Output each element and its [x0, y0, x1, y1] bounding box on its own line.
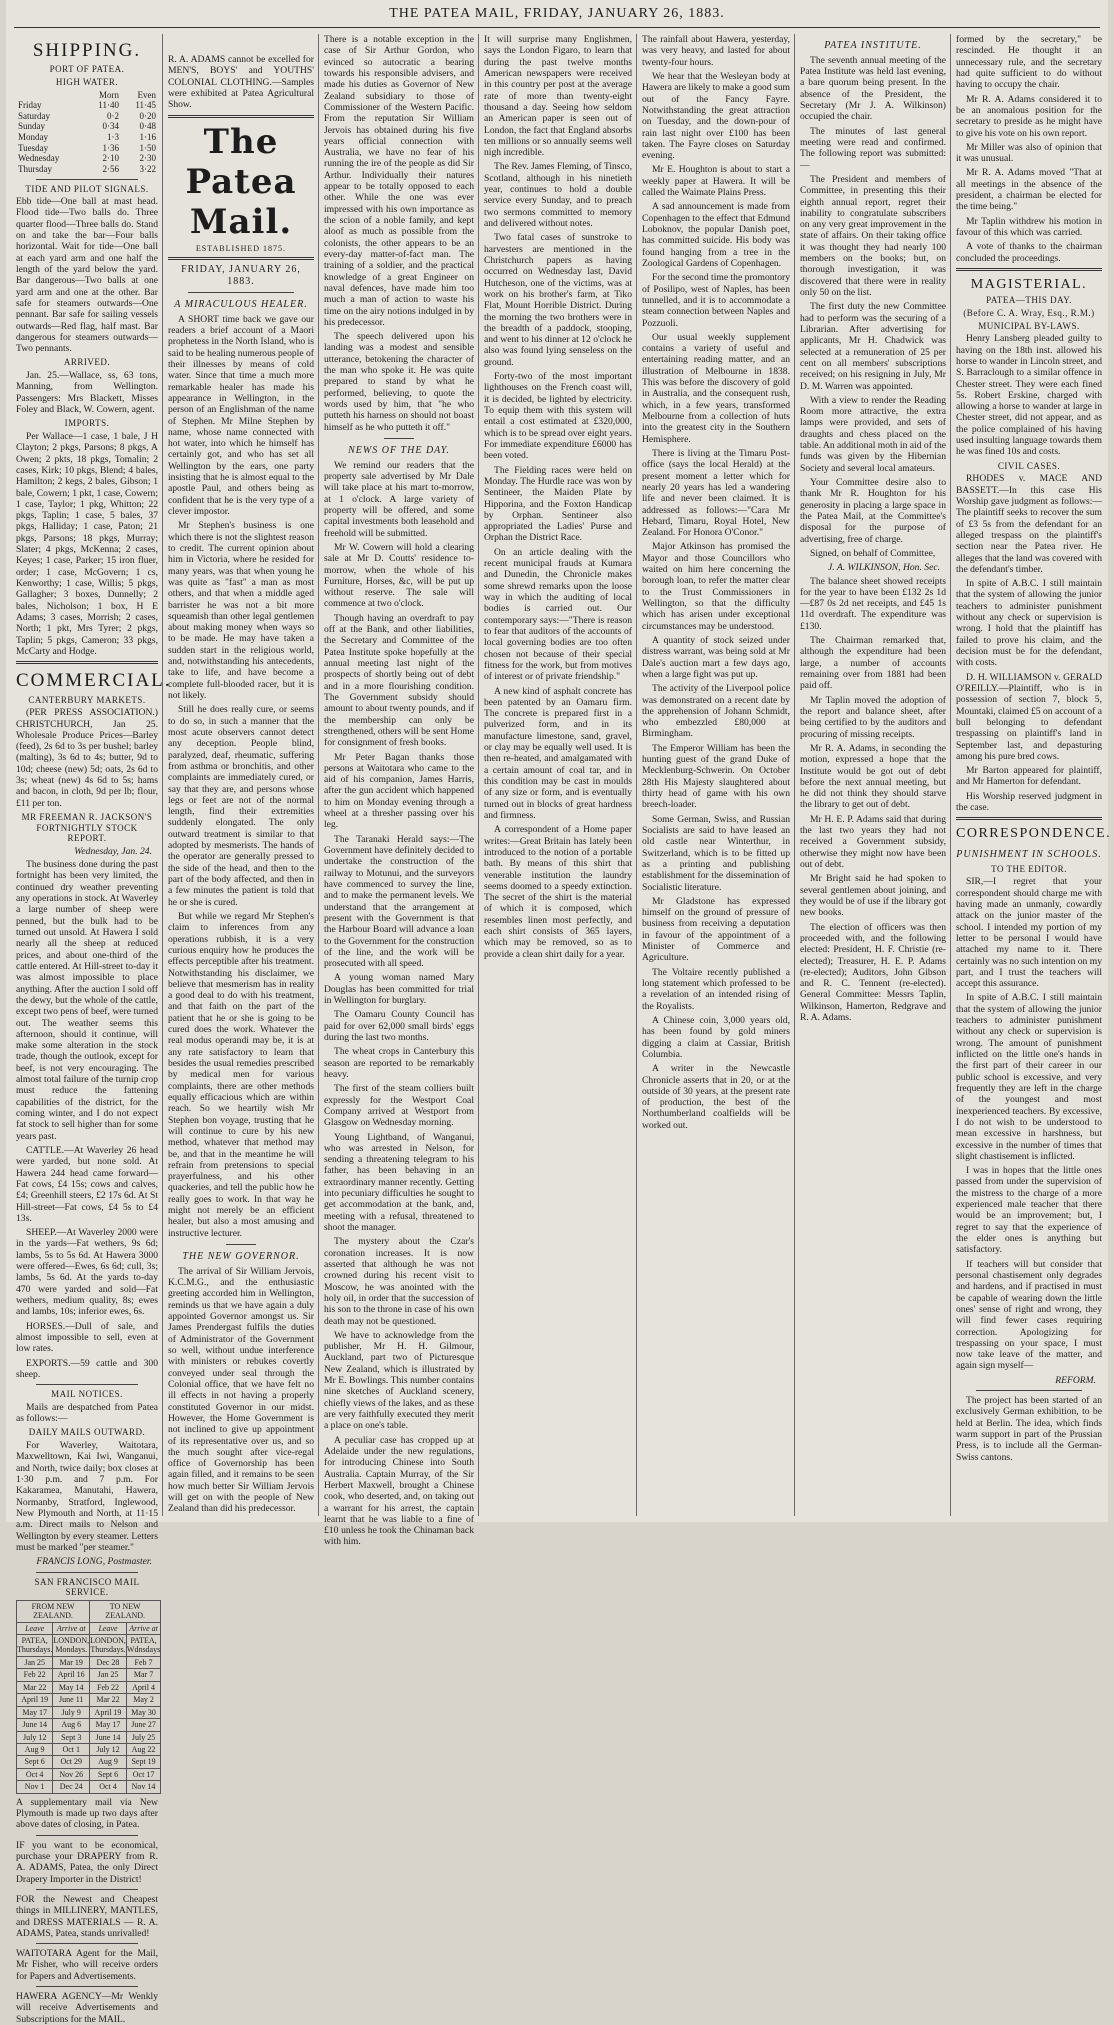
news-item: We remind our readers that the property sale advertised by Mr Dale will take place at his mart to-morrow, at 1 o'clock. A large variety of property will be offered, and some capital investments both leasehold and freehold will be submitted. — [324, 459, 474, 539]
divider — [16, 661, 158, 664]
healer-paragraph: But while we regard Mr Stephen's claim to inferences from any operations rubbish, it is a very curious enquiry how he produces the effects perceptible after his treatment. Notwithstanding his disclaimer, we believe that mesmerism has in reality a good deal to do with his treatment, and that faith on the part of the patient that he or she is going to be cured does the work. Whatever the real modus operandi may be, it is at any rate satisfactory to learn that besides the usual remedies prescribed by medical men for various complaints, there are other methods equally efficacious which are within reach. So we heartily wish Mr Stephen bon voyage, trusting that he will continue to cure by his new method, whatever that method may be, and that in the meantime he will refrain from pretensions to special prayerfulness, and his other quackeries, and tell the public how he really goes to work. In that way he might not merely be an efficient healer, but also a most amusing and instructive lecturer. — [168, 910, 314, 1239]
final-news-item: The project has been started of an exclusively German exhibition, to be held at Berlin. The idea, which finds warm support in part of the Prussian Press, is to include all the German-Swiss cantons. — [956, 1395, 1102, 1463]
sf-mail-cell: Nov 26 — [53, 1768, 90, 1780]
paper-title: The Patea Mail. — [185, 121, 297, 242]
sf-mail-cell: May 17 — [17, 1706, 53, 1718]
column-4 — [484, 34, 632, 1514]
sf-mail-cell: Jan 25 — [90, 1669, 127, 1681]
column-7 — [956, 34, 1112, 1514]
sf-col: LONDON, Thursdays. — [90, 1636, 126, 1655]
news-item: A young woman named Mary Douglas has been committed for trial in Wellington for burglary. — [324, 972, 474, 1007]
arrived-text: Jan. 25.—Wallace, ss, 63 tons, Manning, from Wellington. Passengers: Mrs Blackett, Misses Foley and Black, W. Cowern, agent. — [16, 370, 158, 416]
sf-mail-cell: Mar 19 — [53, 1656, 90, 1668]
imports-text: Per Wallace—1 case, 1 bale, J H Clayton; 2 pkgs, Parsons; 8 pkgs, A Owen; 2 pkts, 18 pkgs, Tomalin; 2 cases, Kirk; 10 pkgs, Blend; 4 bales, Hamilton; 2 kegs, 2 bales, Gibson; 1 bale, Cowern; 1 pkt, 1 case, Cowern; 1 case, Taylor; 1 pkg, Whitton; 22 pkgs, Taplin; 1 case, 5 bales, 37 pkgs, Halliday; 1 case, Paton; 21 pkgs, Parsons; 18 pkgs, Murray; Slater; 4 pkgs, McKenna; 2 cases, Keyes; 1 case, Parker; 15 iron fluer, order; 1 case, McGovern; 1 cs, Kenworthy; 1 case, Willis; 5 pkgs, Gallagher; 3 boxes, Dunnelly; 2 bales, Nicholson; 1 box, H E Adams; 3 cases, Morrish; 2 cases, North; 1 pkt, Mrs Tyrer; 2 pkgs, Taplin; 5 pkgs, Cameron; 33 pkgs, McCarty and Hodge. — [16, 430, 159, 657]
news-item: The mystery about the Czar's coronation increases. It is now asserted that although he was not crowned during his recent visit to Moscow, he was anointed with the holy oil, in order that the succession of his son to the throne in case of his own death may not be questioned. — [324, 1236, 474, 1327]
sf-mail-colnames — [17, 1635, 161, 1657]
column-rule — [636, 34, 637, 1516]
tide-header-row — [16, 90, 158, 101]
sf-mail-row — [17, 1706, 161, 1718]
sf-mail-cell: May 17 — [90, 1719, 127, 1731]
sf-mail-cell: Sept 6 — [90, 1768, 127, 1780]
civil-cases-heading: CIVIL CASES. — [997, 460, 1061, 471]
news-item: A peculiar case has cropped up at Adelaide under the new regulations, for introducing Chinese into South Australia. Captain Murray, of the Sir Herbert Maxwell, brought a Chinese cook, who deserted, and, on taking out a warrant for his arrest, the captain learnt that he was liable to a fine of £10 unless he took the Chinaman back with him. — [324, 1434, 474, 1548]
sf-mail-cell: Nov 1 — [17, 1781, 53, 1793]
tide-day: Monday — [18, 132, 48, 143]
news-item: On an article dealing with the recent municipal frauds at Kumara and Dunedin, the Chronicle makes some shrewd remarks upon the loose way in which the auditing of local bodies is carried out. Our contemporary says:—"There is reason to fear that auditors of the accounts of local governing bodies are too often chosen not because of their special fitness for the work, but from motives of interest or of private friendship." — [484, 546, 632, 683]
sf-mail-row — [17, 1756, 161, 1768]
tide-morn: 1·36 — [102, 142, 119, 153]
institute-paragraph: The minutes of last general meeting were read and confirmed. The following report was submitted:— — [800, 125, 946, 171]
stock-report-heading: MR FREEMAN R. JACKSON'S FORTNIGHTLY STOCK REPORT. — [21, 812, 153, 844]
sf-mail-cell: Mar 22 — [90, 1694, 127, 1706]
masthead-rule — [14, 27, 1100, 28]
divider — [956, 817, 1102, 820]
sf-mail-cell: Sept 3 — [53, 1731, 90, 1743]
news-item: Mr E. Houghton is about to start a weekly paper at Hawera. It will be called the Waimate Plains Press. — [642, 164, 790, 199]
news-item: We have to acknowledge from the publisher, Mr H. H. Gilmour, Auckland, part two of Picturesque New Zealand, which is illustrated by Mr E. Bowlings. This number contains nine sketches of Auckland scenery, chiefly views of the lakes, and as these are very faithfully executed they merit a place on one's table. — [324, 1329, 474, 1432]
tide-even: 1·16 — [139, 132, 156, 143]
tide-row — [16, 121, 158, 132]
sf-mail-cell: Oct 17 — [126, 1768, 160, 1780]
newspaper-page — [6, 0, 1112, 2025]
news-item: We hear that the Wesleyan body at Hawera are likely to make a good sum out of the Fancy Fayre. Notwithstanding the great attraction on Tuesday, and the down-pour of rain last night over £100 has been taken. The Fayre closes on Saturday evening. — [642, 70, 790, 162]
column-3 — [324, 34, 474, 1548]
tide-even: 3·22 — [139, 163, 156, 174]
canterbury-text: (PER PRESS ASSOCIATION.) CHRISTCHURCH, Jan 25. Wholesale Produce Prices—Barley (feed), 2s 6d to 3s per bushel; barley (malting), 3s 6d to 4s; butter, 9d to 10d; cheese (new) 5d; oats, 2s 6d to 3s; wheat (new) 4s 6d to 5s; hams and bacon, in cloth, 9d per lb; flour, £11 per ton. — [16, 707, 158, 809]
column-rule — [162, 34, 163, 1516]
correspondence-heading: CORRESPONDENCE. — [956, 826, 1112, 842]
governor-paragraph: The arrival of Sir William Jervois, K.C.M.G., and the enthusiastic greeting accorded him in Wellington, reminds us that we have again a duly appointed Governor amongst us. Sir James Prendergast fulfils the duties of Administrator of the Government so well, without undue interference with ministers or rebukes covertly conveyed under seal through the Colonial office, that we have felt no ill effects in not having a properly constituted Governor in our midst. However, the Home Government is not inclined to give up appointment of its representative over us, and so the much sought after vice-regal office of Governorship has been again filled, and it remains to be seen how much better Sir William Jervois will get on with the people of New Zealand than did his predecessor. — [168, 1265, 314, 1515]
sf-mail-cell: Aug 9 — [17, 1743, 53, 1755]
magisterial-paragraph: Henry Lansberg pleaded guilty to having on the 18th inst. allowed his horse to wander in Lincoln street, and S. Barraclough to a similar offence in Chester street. They were each fined 5s. Robert Erskine, charged with allowing a horse to wander at large in Chester street, did not appear, and as the police complained of his having used insulting language towards them he was fined 10s and costs. — [956, 333, 1102, 458]
news-item: The activity of the Liverpool police was demonstrated on a recent date by the apprehension of Johann Schmidt, who embezzled £80,000 at Birmingham. — [642, 683, 790, 740]
news-item: The Rev. James Fleming, of Tinsco, Scotland, although in his ninetieth year, continues to hold a double service every Sunday, and to preach two sermons committed to memory and delivered without notes. — [484, 161, 632, 229]
issue-date: FRIDAY, JANUARY 26, 1883. — [181, 264, 301, 288]
sf-mail-cell: June 11 — [53, 1694, 90, 1706]
tide-morn: 2·10 — [102, 153, 119, 164]
stock-report-date: Wednesday, Jan. 24. — [74, 845, 152, 857]
news-item: Major Atkinson has promised the Mayor and those Councillors who waited on him here concerning the borough loan, to refer the matter clear to the Trust Commissioners in Wellington, so that the difficulty which has arisen under exceptional circumstances may be understood. — [642, 541, 790, 632]
news-item: The rainfall about Hawera, yesterday, was very heavy, and lasted for about twenty-four hours. — [642, 34, 790, 68]
port-heading: PORT OF PATEA. — [49, 64, 125, 75]
sf-mail-cell: April 19 — [90, 1706, 127, 1718]
sf-mail-cell: Mar 7 — [126, 1669, 160, 1681]
magisterial-heading: MAGISTERIAL. — [970, 276, 1088, 292]
column-rule — [950, 34, 951, 1516]
divider — [36, 1572, 138, 1573]
institute-paragraph: With a view to render the Reading Room more attractive, the extra lamps were provided, and sets of draughts and chess placed on the table. An additional moth in aid of the funds was given by the Hibernian Society and several local amateurs. — [800, 394, 947, 474]
sf-mail-cell: Nov 14 — [126, 1781, 160, 1793]
secretary-signature: J. A. WILKINSON, Hon. Sec. — [827, 562, 940, 574]
sf-mail-header — [17, 1600, 161, 1622]
news-item: The Fielding races were held on Monday. The Hurdle race was won by Sentineer, the Maiden Plate by Hipporina, and the Foxton Handicap by Orphan. Sentineer also appropriated the Ladies' Purse and Orphan the District Race. — [484, 464, 632, 544]
sf-mail-cell: July 12 — [90, 1743, 127, 1755]
healer-paragraph: Mr Stephen's business is one which there is not the slightest reason to credit. The current opinion about him in Victoria, where he resided for many years, was that when young he was quite as "fast" a man as most others, and that when a middle aged barrister he was not a bit more squeamish than other legal gentlemen about making money when ways so to be made. He may have taken a sudden start in the religious world, and, notwithstanding his antecedents, take to life, and have become a complete full-blooded racer, but it is not likely. — [168, 520, 314, 702]
column-1 — [16, 34, 172, 2025]
column-rule — [478, 34, 479, 1516]
news-item: A Chinese coin, 3,000 years old, has been found by gold miners digging a claim at Cassiar, British Columbia. — [642, 1014, 790, 1060]
sf-mail-rows — [17, 1656, 161, 1793]
sf-mail-cell: April 19 — [17, 1694, 53, 1706]
tide-row — [16, 164, 158, 175]
divider — [36, 1943, 138, 1944]
signals-heading: TIDE AND PILOT SIGNALS. — [25, 183, 149, 194]
sf-mail-cell: Feb 7 — [126, 1656, 160, 1668]
institute-continued: Mr Taplin withdrew his motion in favour of this which was carried. — [956, 215, 1102, 238]
tide-even: 11·45 — [135, 100, 156, 111]
tide-morn: 0·34 — [102, 121, 119, 132]
tide-row — [16, 111, 158, 122]
sf-mail-cell: Sept 19 — [126, 1756, 160, 1768]
commercial-heading: COMMERCIAL. — [16, 670, 172, 692]
tide-header-even: Even — [137, 89, 156, 100]
divider — [36, 179, 138, 180]
tide-even: 0·48 — [139, 121, 156, 132]
institute-continued: Mr Miller was also of opinion that it was unusual. — [956, 141, 1102, 165]
tide-table — [16, 90, 158, 175]
institute-paragraph: The first duty the new Committee had to perform was the securing of a Librarian. After advertising for applicants, Mr H. Chadwick was selected at a remuneration of 25 per cent on all members' subscriptions received; on his resigning in July, Mr D. M. Warren was appointed. — [800, 301, 946, 392]
institute-paragraph: Mr Bright said he had spoken to several gentlemen about joining, and they would be of use if the library got new books. — [800, 873, 946, 919]
institute-paragraph: The election of officers was then proceeded with, and the following elected: President, H. F. Christie (re-elected); Treasurer, H. E. P. Adams (re-elected); Auditors, John Gibson and R. C. Tennent (re-elected). General Committee: Messrs Taplin, Wilkinson, Hamerton, Redgrave and R. A. Adams. — [800, 921, 946, 1024]
sf-mail-subheader — [17, 1622, 161, 1634]
governor-continued: There is a notable exception in the case of Sir Arthur Gordon, who evinced so autocratic a bearing towards his responsible advisers, and made his duties as Governor of New Zealand subsidiary to those of Commissioner of the Western Pacific. From the reputation Sir William Jervois has obtained during his five years official connection with Australia, we have no fear of his running the ire of the people as did Sir Arthur. Individually their natures appear to be totally opposed to each other. While the one was ever impressed with his own importance as the scion of a noble family, and kept aloof as much as possible from the colonists, the other appears to be an every-day matter-of-fact man. The training of a soldier, and the practical knowledge of a great Engineer on naval defences, have made him too much a man of action to waste his time on the airy notions indulged in by his predecessor. — [324, 34, 474, 328]
letter-paragraph: In spite of A.B.C. I still maintain that the system of allowing the junior teachers to administer punishment without any check or supervision is wrong. The amount of punishment inflicted on the little one's hands in the first part of their career in our public school is excessive, and very frequently they are left in the charge of the youngest and most inexperienced teachers. By excessive, I do not wish to be understood to mean excessive in harshness, but excessive in the number of times that slight chastisement is inflicted. — [956, 992, 1102, 1162]
news-heading: NEWS OF THE DAY. — [348, 444, 450, 456]
cattle-text: CATTLE.—At Waverley 26 head were yarded, but none sold. At Hawera 244 head came forward—Fat cows, £4 15s; cows and calves, £4; Greenhill steers, £2 17s 6d. At St Hill-street—Fat cows, £4 5s to £4 13s. — [16, 1144, 158, 1224]
news-item: Two fatal cases of sunstroke to harvesters are mentioned in the Christchurch papers as having occurred on Wednesday last, David Hutcheson, one of the victims, was at work on his brother's farm, at Tiko Flat, Mount Horrible District. During the morning the two brothers were in the breadth of a paddock, stooping, and went to his dinner at 12 o'clock he also was found lying senseless on the ground. — [484, 232, 632, 368]
institute-paragraph: Mr H. E. P. Adams said that during the last two years they had not received a Government subsidy, otherwise they might now have been out of debt. — [800, 813, 946, 871]
letter-signoff: REFORM. — [1055, 1374, 1096, 1386]
divider — [384, 438, 414, 439]
news-item: Though having an overdraft to pay off at the Bank, and other liabilities, the Secretary and Committee of the Patea Institute spoke hopefully at the annual meeting last night of the prospects of shortly being out of debt and in a more flourishing condition. The Government subsidy should amount to about twenty pounds, and if the membership can only be strengthened, others will be sent Home for consignment of fresh books. — [324, 612, 474, 749]
sf-mail-cell: Aug 6 — [53, 1719, 90, 1731]
daily-mails-heading: DAILY MAILS OUTWARD. — [28, 1427, 146, 1438]
sf-mail-cell: April 16 — [53, 1669, 90, 1681]
sf-mail-cell: Aug 22 — [126, 1743, 160, 1755]
mail-notices-heading: MAIL NOTICES. — [51, 1389, 123, 1400]
sf-sub: Arrive at — [126, 1622, 160, 1634]
column-5 — [642, 34, 790, 1514]
news-item: Young Lightband, of Wanganui, who was arrested in Nelson, for sending a threatening telegram to his father, has been behaving in an extraordinary manner recently. Getting into pecuniary difficulties he sought to get accommodation at the bank, and, meeting with a refusal, threatened to shoot the manager. — [324, 1131, 474, 1234]
news-item: The Emperor William has been the hunting guest of the grand Duke of Mecklenburg-Schwerin. On October 28th His Majesty slaughtered about thirty head of game with his own breech-loader. — [642, 742, 790, 811]
sf-mail-row — [17, 1694, 161, 1706]
healer-paragraph: Still he does really cure, or seems to do so, in such a manner that the most acute observers cannot detect any deception. People blind, paralyzed, deaf, rheumatic, suffering from asthma or bronchitis, and other complaints are immediately cured, or say that they are, and persons whose legs or feet are not of the normal length, find their extremities suddenly elongated. The only outward treatment is similar to that adopted by mesmerists. The hands of the operator are generally pressed to the side of the head, and then to the part of the body affected, and then in a few minutes the patient is told that he or she is cured. — [168, 704, 314, 908]
sf-mail-row — [17, 1681, 161, 1693]
tide-day: Tuesday — [18, 142, 49, 153]
divider — [36, 1889, 138, 1890]
institute-continued: Mr R. A. Adams moved "That at all meetings in the absence of the president, a chairman be elected for the time being." — [956, 167, 1102, 213]
institute-heading: PATEA INSTITUTE. — [824, 40, 922, 51]
divider — [168, 115, 314, 118]
sf-mail-cell: Feb 22 — [17, 1669, 53, 1681]
sf-mail-row — [17, 1731, 161, 1743]
sf-mail-cell: Dec 28 — [90, 1656, 127, 1668]
divider — [226, 1244, 255, 1245]
divider — [976, 1390, 1082, 1391]
news-item: There is living at the Timaru Post-office (says the local Herald) at the present moment a letter which for nearly 20 years has led a wandering life and never been claimed. It is addressed as follows:—"Cara Mr Hebard, Timaru, Royal Hotel, New Zealand. For Honora O'Conor." — [642, 447, 790, 539]
news-item: The first of the steam colliers built expressly for the Westport Coal Company arrived at Westport from Glasgow on Wednesday morning. — [324, 1083, 474, 1129]
sf-mail-row — [17, 1669, 161, 1681]
stock-report-text: The business done during the past fortnight has been very limited, the continued dry weather preventing any operations in stock. At Waverley a large number of sheep were penned, but the bulk had to be turned out unsold. At Hawera I sold nearly all the sheep at reduced prices, and about one-third of the cattle entered. At Hill-street to-day it was almost impossible to place anything. After the auction I sold off the dewy, but the whole of the cattle, except two pens of beef, were turned out. The weather seems this afternoon, should it continue, will make some alteration in the stock trade, though the outlook, except for beef, is not very encouraging. The almost total failure of the turnip crop must reduce the fattening capabilities of the district, for the coming winter, and I do not expect fat stock to sell higher than for some years past. — [16, 859, 158, 1142]
divider — [956, 268, 1102, 271]
sheep-text: SHEEP.—At Waverley 2000 were in the yards—Fat wethers, 9s 6d; lambs, 5s to 5s 6d. At Hawera 3000 were offered—Ewes, 6s 6d; cull, 3s; lambs, 5s 6d. At the yards to-day 470 were yarded and sold—Fat wethers, medium quality, 8s; ewes and lambs, 10s; inferior ewes, 6s. — [16, 1227, 158, 1318]
news-item: Some German, Swiss, and Russian Socialists are said to have leased an old castle near Winterthur, in Switzerland, which is to be fitted up as a printing and publishing establishment for the dissemination of Socialistic literature. — [642, 813, 790, 893]
postmaster-signature: FRANCIS LONG, Postmaster. — [36, 1556, 152, 1568]
sf-col: LONDON, Mondays. — [53, 1636, 90, 1655]
sf-mail-row — [17, 1719, 161, 1731]
sf-sub: Arrive at — [53, 1622, 90, 1634]
sf-mail-cell: June 14 — [90, 1731, 127, 1743]
sf-mail-cell: Sept 6 — [17, 1756, 53, 1768]
institute-continued: formed by the secretary," be rescinded. He thought it an unnecessary rule, and the secretary had quite sufficient to do without having to occupy the chair. — [956, 34, 1102, 91]
tide-morn: 11·40 — [98, 100, 119, 111]
news-item: Mr W. Cowern will hold a clearing sale at Mr D. Coutts' residence to-morrow, when the whole of his Furniture, Horses, &c, will be put up without reserve. The sale will commence at two o'clock. — [324, 541, 474, 610]
sf-mail-cell: June 14 — [17, 1719, 53, 1731]
daily-mails-text: For Waverley, Waitotara, Maxwelltown, Kai Iwi, Wanganui, and North, twice daily; box closes at 1·30 p.m. and 7 p.m. For Kakaramea, Manutahi, Hawera, Normanby, Stratford, Inglewood, New Plymouth and North, at 11·15 a.m. Direct mails to Nelson and Wellington by every steamer. Letters must be marked "per steamer." — [16, 1440, 158, 1553]
adams-clothing-advert: R. A. ADAMS cannot be excelled for MEN'S, BOYS' and YOUTHS' COLONIAL CLOTHING.—Samples were exhibited at Patea Agricultural Show. — [168, 54, 314, 111]
established-line: ESTABLISHED 1875. — [195, 243, 287, 253]
supplementary-mail-text: A supplementary mail via New Plymouth is made up two days after above dates of closing, in Patea. — [16, 1796, 158, 1831]
civil-paragraph: RHODES v. MACE AND BASSETT.—In this case His Worship gave judgment as follows:—The plaintiff seeks to recover the sum of £3 5s from the defendant for an alleged trespass on the plaintiff's section near the Patea river. He alleges that the land was covered with the defendant's timber. — [956, 473, 1102, 575]
tide-day: Saturday — [18, 110, 50, 121]
tide-row — [16, 143, 158, 154]
news-item: A new kind of asphalt concrete has been patented by an Oamaru firm. The concrete is prepared first in a pulverized form, and in its manufacture limestone, sand, gravel, or clay may be equally well used. It is then re-heated, and amalgamated with a certain amount of coal tar, and in this condition may be cast in moulds of any size or form, and is eventually turned out in blocks of great hardness and firmness. — [484, 685, 632, 821]
sf-col: PATEA, Wdnsdays — [126, 1636, 161, 1655]
sf-mail-cell: June 27 — [126, 1719, 160, 1731]
sf-mail-cell: Feb 22 — [90, 1681, 127, 1693]
sf-mail-table — [16, 1600, 161, 1794]
sf-mail-cell: May 30 — [126, 1706, 160, 1718]
tide-row — [16, 153, 158, 164]
patea-this-day: PATEA—THIS DAY. — [986, 295, 1072, 306]
sf-mail-cell: Dec 24 — [53, 1781, 90, 1793]
sf-mail-cell: July 9 — [53, 1706, 90, 1718]
committee-signed-line: Signed, on behalf of Committee, — [810, 547, 936, 559]
sf-mail-cell: May 2 — [126, 1694, 160, 1706]
governor-heading: THE NEW GOVERNOR. — [182, 1251, 300, 1263]
tide-day: Wednesday — [18, 153, 60, 164]
sf-mail-cell: Oct 4 — [90, 1781, 127, 1793]
tide-morn: 2·56 — [102, 163, 119, 174]
news-item: The Voltaire recently published a long statement which professed to be a revelation of an intended rising of the Royalists. — [642, 966, 790, 1012]
municipal-bylaws-heading: MUNICIPAL BY-LAWS. — [978, 320, 1080, 331]
news-item: It will surprise many Englishmen, says the London Figaro, to learn that during the past twelve months American newspapers were received in this country per post at the average rate of more than twenty-eight thousand a day. Seeing how seldom an American paper is seen out of London, the fact that England absorbs ten millions or so annually seems well nigh incredible. — [484, 34, 632, 159]
tide-even: 1·50 — [139, 142, 156, 153]
punishment-heading: PUNISHMENT IN SCHOOLS. — [956, 848, 1102, 860]
shipping-heading: SHIPPING. — [32, 40, 142, 61]
tide-header-morn: Morn — [98, 89, 119, 100]
tide-row — [16, 132, 158, 143]
news-item: Our usual weekly supplement contains a variety of useful and entertaining reading matter, and an illustration of Melbourne in 1838. This was before the discovery of gold in Australia, and the consequent rush, which, in a few years, transformed Melbourne from a collection of huts into the greatest city in the Southern Hemisphere. — [642, 331, 790, 445]
high-water-heading: HIGH WATER. — [55, 77, 119, 88]
news-item: For the second time the promontory of Posilipo, west of Naples, has been tunnelled, and it is to accommodate a steam connection between Naples and Pozzuoli. — [642, 272, 790, 329]
sf-mail-cell: Oct 1 — [53, 1743, 90, 1755]
news-item: The wheat crops in Canterbury this season are reported to be remarkably heavy. — [324, 1046, 474, 1080]
arrived-heading: ARRIVED. — [63, 357, 111, 368]
healer-paragraph: A SHORT time back we gave our readers a brief account of a Maori prophetess in the North Island, who is said to be healing numerous people of their illnesses by means of cold water. Since that time a much more remarkable healer has made his appearance in Wellington, in the person of an Englishman of the name of Stephen. Mr Milne Stephen by name, whose name connected with hot water, into which he himself has certainly got, and who has set all Wellington by the ears, one party insisting that he is almost equal to the apostle Paul, and others being as confident that he is the very type of a clever impostor. — [168, 313, 315, 518]
masthead: THE PATEA MAIL, FRIDAY, JANUARY 26, 1883. — [389, 6, 725, 21]
magistrate-line: (Before C. A. Wray, Esq., R.M.) — [963, 308, 1095, 319]
hawera-agency-notice: HAWERA AGENCY—Mr Wenkly will receive Advertisements and Subscriptions for the MAIL. — [16, 1991, 158, 2025]
sf-from-header: FROM NEW ZEALAND. — [17, 1600, 90, 1622]
institute-continued: Mr R. A. Adams considered it to be an anomalous position for the secretary to preside as he might have to give his vote on his own report. — [956, 93, 1102, 139]
healer-heading: A MIRACULOUS HEALER. — [174, 298, 308, 310]
news-item: The Oamaru County Council has paid for over 62,000 small birds' eggs during the last two months. — [324, 1009, 474, 1044]
institute-paragraph: Mr Taplin moved the adoption of the report and balance sheet, after being certified to by the auditors and procuring of missing receipts. — [800, 694, 946, 740]
sf-mail-cell: Mar 22 — [17, 1681, 53, 1693]
news-item: A writer in the Newcastle Chronicle asserts that in 20, or at the outside of 30 years, at the present rate of production, the best of the Northumberland coalfields will be worked out. — [642, 1063, 790, 1131]
sf-mail-cell: May 14 — [53, 1681, 90, 1693]
sf-to-header: TO NEW ZEALAND. — [90, 1600, 161, 1622]
sf-mail-cell: Aug 9 — [90, 1756, 127, 1768]
news-item: The Taranaki Herald says:—The Government have definitely decided to undertake the construction of the railway to Motunui, and the surveyors have commenced to survey the line, and to make the permanent levels. We understand that the arrangement at present with the Government is that the Harbour Board will advance a loan to the Government for the construction of the line, and the work will be prosecuted with all speed. — [324, 833, 474, 970]
divider — [36, 1835, 138, 1836]
institute-paragraph: Your Committee desire also to thank Mr R. Houghton for his generosity in placing a large space in the Patea Mail, at the Committee's disposal for the purpose of advertising, free of charge. — [800, 477, 946, 545]
divider — [36, 1986, 138, 1987]
tide-day: Thursday — [18, 163, 52, 174]
letter-paragraph: If teachers will but consider that personal chastisement only degrades and hardens, and if practised in must be capable of wearing down the little ones' sense of right and wrong, they will find fewer cases requiring correction. Apologizing for trespassing on your space, I must now take leave of the matter, and again sign myself— — [956, 1258, 1102, 1372]
news-item: Forty-two of the most important lighthouses on the French coast will, it is decided, be lighted by electricity. To equip them with this system will entail a cost estimated at £320,000, which is to be spread over eight years. For immediate expenditure £6000 has been voted. — [484, 371, 632, 462]
tide-morn: 1·3 — [106, 132, 119, 143]
institute-paragraph: Mr R. A. Adams, in seconding the motion, expressed a hope that the Institute would be got out of debt before the next annual meeting, but he did not think they should starve the library to get out of debt. — [800, 742, 946, 811]
tide-header-day — [16, 90, 84, 101]
institute-continued: A vote of thanks to the chairman concluded the proceedings. — [956, 241, 1102, 264]
civil-paragraph: Mr Barton appeared for plaintiff, and Mr Hamerton for defendant. — [956, 765, 1102, 788]
mail-notices-text: Mails are despatched from Patea as follows:— — [16, 1401, 158, 1425]
sf-col: PATEA, Thursdays. — [17, 1636, 53, 1655]
tide-day: Friday — [18, 100, 42, 111]
signals-text: Ebb tide—One ball at mast head. Flood tide—Two balls do. Three quarter flood—Three balls do. Stand on and take the bar—Four balls horizontal. Wait for tide—One ball at each yard arm and one half the length of the yard below the yard. Bar dangerous—Two balls at one yard arm and one at the other. Bar safe for steamers outwards—One pennant. Bar safe for sailing vessels outwards—Red flag, half mast. Bar dangerous for steamers outwards—Two pennants. — [16, 196, 158, 355]
sf-mail-cell: Oct 29 — [53, 1756, 90, 1768]
governor-continued: The speech delivered upon his landing was a modest and sensible utterance, betokening the character of the man who spoke it. He was quite prepared to stand by what he performed, believing, to quote the words used by him, that "he who putteth his harness on should not boast himself as he who putteth it off." — [324, 331, 474, 433]
canterbury-heading: CANTERBURY MARKETS. — [28, 694, 146, 705]
to-editor-line: TO THE EDITOR. — [991, 863, 1067, 874]
letter-paragraph: SIR,—I regret that your correspondent should charge me with having made an unmanly, cowardly attack on the junior master of the school. I intended my portion of my letter to be personal I would have attached my name to it. There certainly was no such intention on my part, and I trust the teachers will accept this assurance. — [956, 876, 1103, 990]
horses-text: HORSES.—Dull of sale, and almost impossible to sell, even at low rates. — [16, 1320, 158, 1355]
news-item: A correspondent of a Home paper writes:—Great Britain has lately been introduced to the notion of a portable bath. By means of this shirt that venerable institution the laundry seems doomed to a speedy extinction. The secret of the shirt is the material of which it is composed, which resembles linen most perfectly, and each shirt consists of 365 layers, which may be removed, so as to provide a clean shirt daily for a year. — [484, 824, 632, 960]
drapery-advert: IF you want to be economical, purchase your DRAPERY from R. A. ADAMS, Patea, the only Direct Drapery Importer in the District! — [16, 1839, 158, 1885]
institute-paragraph: The balance sheet showed receipts for the year to have been £132 2s 1d—£87 0s 2d net receipts, and £45 1s 11d overdraft. The expenditure was £130. — [800, 575, 946, 632]
divider — [168, 257, 314, 260]
sf-sub: Leave — [17, 1622, 53, 1634]
tide-morn: 0·2 — [106, 110, 119, 121]
sf-mail-heading: SAN FRANCISCO MAIL SERVICE. — [34, 1576, 140, 1598]
sf-mail-row — [17, 1768, 161, 1780]
civil-paragraph: In spite of A.B.C. I still maintain that the system of allowing the junior teachers to administer punishment without any check or supervision is wrong. I hold that the plaintiff has failed to prove his claim, and the decision must be for the defendant, with costs. — [956, 578, 1102, 669]
millinery-advert: FOR the Newest and Cheapest things in MILLINERY, MANTLES, and DRESS MATERIALS — R. A. ADAMS, Patea, stands unrivalled! — [16, 1893, 158, 1939]
sf-mail-cell: July 12 — [17, 1731, 53, 1743]
divider — [36, 1384, 138, 1385]
tide-even: 2·30 — [139, 153, 156, 164]
paper-title-block — [168, 122, 314, 254]
tide-even: 0·20 — [139, 110, 156, 121]
exports-text: EXPORTS.—59 cattle and 300 sheep. — [16, 1357, 158, 1380]
column-2 — [168, 34, 314, 1514]
sf-mail-row — [17, 1743, 161, 1755]
news-item: Mr Peter Bagan thanks those persons at Waitotara who came to the aid of his companion, James Harris, after the gun accident which happened to him on Monday evening through a wheel at a thresher passing over his leg. — [324, 751, 474, 831]
sf-sub: Leave — [90, 1622, 127, 1634]
sf-mail-row — [17, 1656, 161, 1668]
sf-mail-cell: July 25 — [126, 1731, 160, 1743]
sf-mail-cell: April 4 — [126, 1681, 160, 1693]
waitotara-agent-notice: WAITOTARA Agent for the Mail, Mr Fisher, who will receive orders for Papers and Advertisements. — [16, 1948, 158, 1982]
divider — [188, 292, 294, 293]
tide-row — [16, 100, 158, 111]
column-rule — [318, 34, 319, 1516]
news-item: A sad announcement is made from Copenhagen to the effect that Edmund Loboknov, the popular Danish poet, has committed suicide. His body was found hanging from a tree in the Zoological Gardens of Copenhagen. — [642, 201, 790, 269]
civil-paragraph: His Worship reserved judgment in the case. — [956, 790, 1102, 814]
news-item: A quantity of stock seized under distress warrant, was being sold at Mr Dale's auction mart a few days ago, when a large fight was put up. — [642, 634, 790, 680]
institute-paragraph: The President and members of Committee, in presenting this their eighth annual report, regret their inability to congratulate subscribers on any very great improvement in the state of affairs. On their taking office it was thought they had nearly 100 members on the books; but, on thorough investigation, it was discovered that there were in reality only 50 on the list. — [800, 173, 946, 299]
letter-paragraph: I was in hopes that the little ones passed from under the supervision of the mistress to the charge of a more experienced male teacher that there would be an improvement; but, I regret to say that the experience of the elder ones is anything but satisfactory. — [956, 1165, 1102, 1256]
sf-mail-cell: Jan 25 — [17, 1656, 53, 1668]
sf-mail-row — [17, 1781, 161, 1793]
imports-heading: IMPORTS. — [64, 418, 110, 429]
sf-mail-cell: Oct 4 — [17, 1768, 53, 1780]
news-item: Mr Gladstone has expressed himself on the ground of pressure of business from receiving a deputation in favour of the appointment of a Minister of Commerce and Agriculture. — [642, 895, 790, 964]
column-6 — [800, 34, 946, 1514]
institute-paragraph: The seventh annual meeting of the Patea Institute was held last evening, a bare quorum being present. In the absence of the President, the Secretary (Mr J. A. Wilkinson) occupied the chair. — [800, 54, 946, 123]
tide-day: Sunday — [18, 121, 45, 132]
column-rule — [794, 34, 795, 1516]
institute-paragraph: The Chairman remarked that, although the expenditure had been large, a number of accounts remaining over from 1881 had been paid off. — [800, 635, 946, 692]
civil-paragraph: D. H. WILLIAMSON v. GERALD O'REILLY.—Plaintiff, who is in possession of section 7, block 5, Mountaki, claimed £5 on account of a bull belonging to defendant trespassing on plaintiff's land in September last, and depasturing among his pure bred cows. — [956, 671, 1102, 762]
